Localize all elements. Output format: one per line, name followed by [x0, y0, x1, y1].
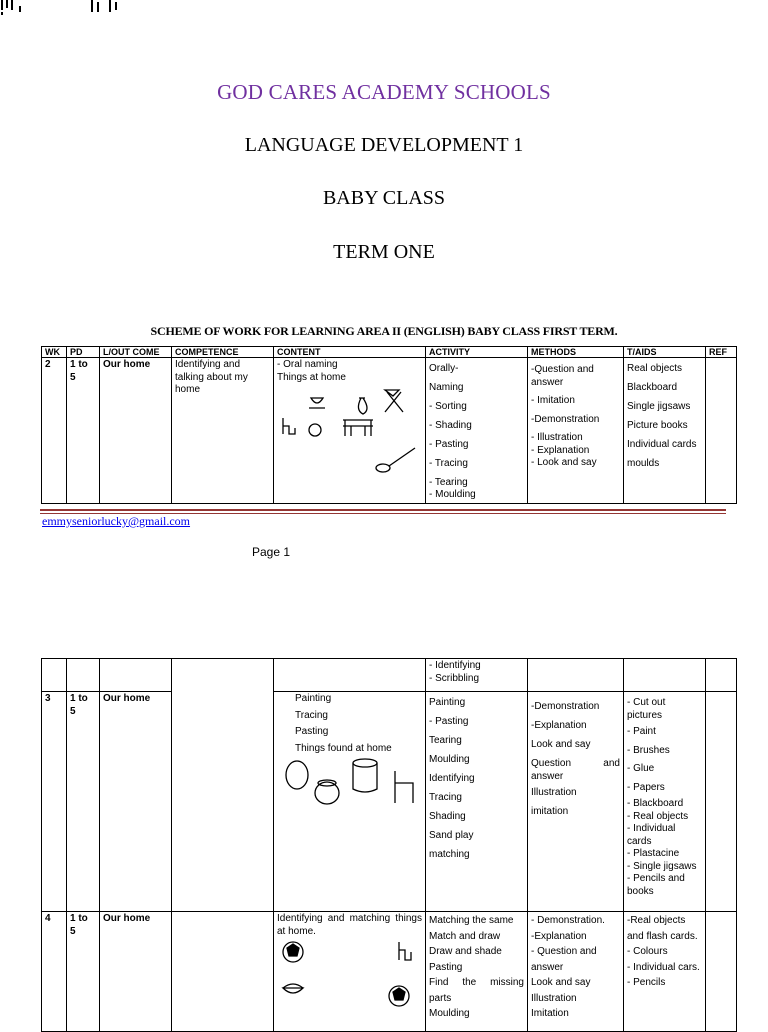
bowl-icon	[283, 984, 303, 993]
activity-item: Shading	[429, 811, 466, 822]
outcome-cell: Our home	[100, 358, 172, 504]
page-number: Page 1	[252, 545, 291, 559]
outcome-cell: Our home	[100, 912, 172, 1032]
period-cell: 1 to 5	[67, 912, 100, 1032]
activity-item: - Sorting	[429, 401, 467, 412]
taid-item: - Pencils and books	[627, 873, 685, 897]
content-cell	[274, 912, 426, 1032]
method-item: - Demonstration.	[531, 915, 605, 926]
taids-cell	[624, 912, 706, 1032]
match-things-illustration	[277, 938, 417, 1008]
taid-item: moulds	[627, 458, 660, 469]
table-row	[42, 659, 737, 692]
content-cell	[274, 358, 426, 504]
method-item: imitation	[531, 806, 569, 817]
activity-item: - Scribbling	[429, 672, 480, 684]
table-icon	[343, 420, 373, 436]
activity-item: Find the missing parts	[429, 977, 524, 1004]
activity-item: Tearing	[429, 735, 462, 746]
method-item: -Explanation	[531, 720, 587, 731]
jug-icon	[358, 398, 367, 414]
activity-item: - Shading	[429, 420, 472, 431]
week-cell: 4	[42, 912, 67, 1032]
activity-item: - Pasting	[429, 716, 469, 727]
subject-title: LANGUAGE DEVELOPMENT 1	[244, 134, 524, 156]
method-item: -Demonstration	[531, 701, 600, 712]
taid-item: - Brushes	[627, 744, 670, 756]
phone-icon	[283, 418, 295, 434]
method-item: -Question and answer	[531, 364, 594, 388]
cup-icon	[309, 398, 325, 408]
method-item: - Imitation	[531, 395, 575, 406]
col-header: ACTIVITY	[426, 347, 528, 358]
method-item: - Explanation	[531, 444, 590, 456]
competence-cell: Identifying and talking about my home	[172, 358, 274, 504]
activity-item: Tracing	[429, 792, 462, 803]
method-item: -Explanation	[531, 930, 587, 942]
col-header: COMPETENCE	[172, 347, 274, 358]
method-item: Imitation	[531, 1008, 569, 1019]
outcome-cell: Our home	[100, 692, 172, 912]
scheme-table-page1	[41, 346, 737, 504]
taid-item: - Plastacine	[627, 848, 680, 859]
class-title: BABY CLASS	[322, 187, 446, 209]
content-line: Things at home	[277, 371, 346, 383]
taid-item: Individual cards	[627, 439, 697, 450]
week-cell: 2	[42, 358, 67, 504]
activity-cell	[426, 358, 528, 504]
activity-item: Draw and shade	[429, 946, 502, 957]
activity-item: - Tracing	[429, 458, 468, 469]
taid-item: Single jigsaws	[627, 401, 691, 412]
taid-item: Blackboard	[627, 382, 678, 393]
period-cell: 1 to 5	[67, 358, 100, 504]
taid-item: - Individual cars.	[627, 961, 700, 973]
method-item: -Demonstration	[531, 413, 600, 425]
competence-cell	[172, 659, 274, 912]
stool-icon	[385, 390, 403, 412]
term-title: TERM ONE	[333, 241, 435, 263]
email-link[interactable]: emmyseniorlucky@gmail.com	[42, 514, 191, 528]
activity-cell	[426, 912, 528, 1032]
methods-cell	[528, 692, 624, 912]
activity-item: Pasting	[429, 961, 463, 973]
chair-icon	[395, 771, 413, 803]
activity-item: - Tearing	[429, 477, 468, 488]
content-cell	[274, 692, 426, 912]
col-header: PD	[67, 347, 100, 358]
activity-item: Orally-	[429, 363, 459, 374]
activity-item: matching	[429, 849, 470, 860]
taid-item: - Blackboard	[627, 798, 684, 809]
week-cell: 3	[42, 692, 67, 912]
taid-item: - Real objects	[627, 810, 689, 822]
methods-cell	[528, 912, 624, 1032]
col-header: L/OUT COME	[100, 347, 172, 358]
phone-icon	[399, 942, 411, 960]
col-header: T/AIDS	[624, 347, 706, 358]
taid-item: - Paint	[627, 726, 656, 737]
table-row	[42, 912, 737, 1032]
content-line: Tracing	[295, 709, 328, 721]
taid-item: - Glue	[627, 763, 655, 774]
methods-cell	[528, 358, 624, 504]
school-name: GOD CARES ACADEMY SCHOOLS	[217, 80, 551, 104]
content-line: Pasting	[295, 726, 329, 737]
content-line: Things found at home	[295, 742, 392, 754]
taid-item: - Cut out pictures	[627, 697, 666, 721]
taid-item: - Pencils	[627, 977, 666, 988]
table-row	[42, 692, 737, 912]
taid-item: - Papers	[627, 781, 665, 793]
cropped-icons-strip	[0, 0, 140, 16]
activity-item: - Identifying	[429, 660, 481, 671]
ball-icon	[309, 424, 321, 436]
col-header: WK	[42, 347, 67, 358]
table-header-row	[42, 347, 737, 358]
taid-item: Picture books	[627, 420, 688, 431]
activity-item: Identifying	[429, 773, 475, 784]
table-row	[42, 358, 737, 504]
competence-cell	[172, 912, 274, 1032]
col-header: REF	[706, 347, 737, 358]
activity-item: Naming	[429, 382, 464, 393]
method-item: - Look and say	[531, 457, 597, 468]
activity-item: Sand play	[429, 830, 474, 841]
ref-cell	[706, 358, 737, 504]
taid-item: - Single jigsaws	[627, 860, 697, 872]
content-line: Identifying and matching things at home.	[277, 913, 422, 937]
activity-item: Match and draw	[429, 930, 501, 942]
footer-rule	[40, 509, 726, 511]
method-item: - Illustration	[531, 432, 583, 443]
col-header: CONTENT	[274, 347, 426, 358]
activity-item: Moulding	[429, 754, 470, 765]
method-item: - Question and answer	[531, 946, 597, 973]
egg-shape-icon	[286, 761, 308, 789]
activity-cell	[426, 692, 528, 912]
taids-cell	[624, 692, 706, 912]
activity-cell	[426, 659, 528, 692]
activity-item: Moulding	[429, 1008, 470, 1019]
taids-cell	[624, 358, 706, 504]
method-item: Look and say	[531, 977, 591, 988]
taid-item: -Real objects and flash cards.	[627, 915, 698, 942]
taid-item: - Colours	[627, 946, 668, 957]
content-line: - Oral naming	[277, 359, 338, 370]
home-objects-illustration	[277, 384, 417, 474]
ref-cell	[706, 912, 737, 1032]
ref-cell	[706, 692, 737, 912]
method-item: Look and say	[531, 739, 591, 750]
activity-item: Painting	[429, 697, 466, 708]
taid-item: - Individual cards	[627, 823, 676, 847]
taid-item: Real objects	[627, 363, 683, 374]
pot-icon	[315, 782, 339, 804]
method-item: Illustration	[531, 992, 577, 1004]
activity-item: Matching the same	[429, 915, 514, 926]
col-header: METHODS	[528, 347, 624, 358]
content-line: Painting	[295, 693, 332, 704]
method-item: Illustration	[531, 787, 577, 798]
activity-item: - Pasting	[429, 439, 469, 450]
household-shapes-illustration	[277, 755, 417, 815]
scheme-title: SCHEME OF WORK FOR LEARNING AREA II (ENGLISH) BABY CLASS FIRST TERM.	[150, 324, 618, 338]
scheme-table-page2	[41, 658, 737, 1032]
activity-item: - Moulding	[429, 489, 476, 500]
period-cell: 1 to 5	[67, 692, 100, 912]
spoon-icon	[376, 464, 390, 472]
method-item: Question and answer	[531, 758, 620, 782]
